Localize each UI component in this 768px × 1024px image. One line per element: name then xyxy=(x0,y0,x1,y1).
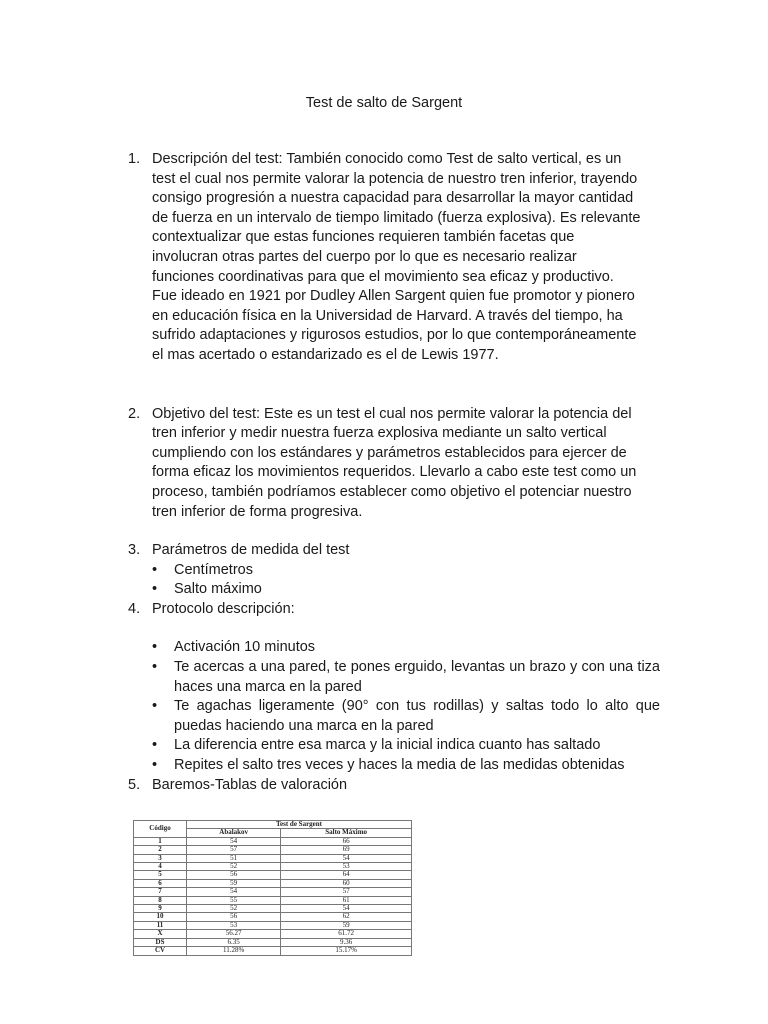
line: Descripción del test: También conocido como Test de salto vertical, es un xyxy=(152,151,622,167)
bullet-icon: • xyxy=(152,581,158,598)
table-header-row xyxy=(134,821,412,829)
table-row xyxy=(134,863,412,871)
line: sufrido adaptaciones y rigurosos estudios, por lo que contemporáneamente xyxy=(152,327,637,344)
group-header: Test de Sargent xyxy=(187,821,412,829)
table-row xyxy=(134,947,412,955)
table-cell-code: X xyxy=(134,930,187,938)
table-cell-abalakov: 55 xyxy=(187,896,281,904)
table-cell-abalakov: 52 xyxy=(187,863,281,871)
bullet-icon: • xyxy=(152,659,158,676)
bullet-list xyxy=(128,638,660,775)
line: contextualizar que estas funciones requieren también facetas que xyxy=(152,229,575,246)
table-cell-abalakov: 56.27 xyxy=(187,930,281,938)
table-row xyxy=(134,846,412,854)
table-cell-salto-maximo: 54 xyxy=(281,905,412,913)
line: involucran otras partes del cuerpo por lo que es necesario realizar xyxy=(152,248,577,265)
table-cell-code: 1 xyxy=(134,837,187,845)
line: funciones coordinativas para que el movimiento sea eficaz y productivo. xyxy=(152,268,614,285)
table-row xyxy=(134,938,412,946)
section-protocolo xyxy=(128,600,660,620)
section-number: 1. xyxy=(128,151,141,167)
table-row xyxy=(134,905,412,913)
section-heading: Baremos-Tablas de valoración xyxy=(152,776,348,793)
table-cell-code: 11 xyxy=(134,921,187,929)
table-body xyxy=(134,837,412,955)
table-row xyxy=(134,888,412,896)
table-cell-code: 5 xyxy=(134,871,187,879)
line: forma eficaz los movimientos requeridos. Llevarlo a cabo este test como un xyxy=(152,464,637,481)
table-row xyxy=(134,930,412,938)
table-cell-code: 2 xyxy=(134,846,187,854)
table-cell-abalakov: 57 xyxy=(187,846,281,854)
section-parametros xyxy=(128,541,660,561)
table-cell-abalakov: 59 xyxy=(187,879,281,887)
line: Fue ideado en 1921 por Dudley Allen Sargent quien fue promotor y pionero xyxy=(152,288,635,305)
abalakov-header: Abalakov xyxy=(187,829,281,837)
table-cell-code: 4 xyxy=(134,863,187,871)
table-cell-code: DS xyxy=(134,938,187,946)
list-item: • Te acercas a una pared, te pones erguido, levantas un brazo y con una tiza haces una marca en la pared xyxy=(152,659,660,695)
table-cell-abalakov: 53 xyxy=(187,921,281,929)
section-heading: Parámetros de medida del test xyxy=(152,542,350,559)
page-title: Test de salto de Sargent xyxy=(305,95,463,111)
baremos-table-container xyxy=(133,820,412,956)
table-row xyxy=(134,921,412,929)
table-row xyxy=(134,913,412,921)
table-cell-salto-maximo: 53 xyxy=(281,863,412,871)
table-cell-salto-maximo: 66 xyxy=(281,837,412,845)
section-objetivo xyxy=(128,405,660,523)
table-cell-code: CV xyxy=(134,947,187,955)
table-cell-salto-maximo: 57 xyxy=(281,888,412,896)
bullet-icon: • xyxy=(152,757,158,774)
table-cell-code: 8 xyxy=(134,896,187,904)
section-number: 2. xyxy=(128,405,141,422)
document-body xyxy=(128,150,660,795)
bullet-icon: • xyxy=(152,561,158,578)
section-number: 5. xyxy=(128,776,141,793)
section-descripcion xyxy=(128,150,660,366)
table-row xyxy=(134,871,412,879)
line: proceso, también podríamos establecer como objetivo el potenciar nuestro xyxy=(152,483,632,500)
bullet-list xyxy=(128,561,660,600)
salto-maximo-header: Salto Máximo xyxy=(281,829,412,837)
list-item: • Salto máximo xyxy=(128,580,660,600)
baremos-table xyxy=(133,820,412,956)
section-number: 3. xyxy=(128,542,141,559)
table-cell-abalakov: 54 xyxy=(187,888,281,896)
table-cell-salto-maximo: 61 xyxy=(281,896,412,904)
table-cell-code: 3 xyxy=(134,854,187,862)
table-cell-abalakov: 56 xyxy=(187,913,281,921)
table-row xyxy=(134,879,412,887)
code-header: Código xyxy=(134,821,187,838)
table-cell-abalakov: 54 xyxy=(187,837,281,845)
table-cell-code: 6 xyxy=(134,879,187,887)
table-cell-salto-maximo: 9.36 xyxy=(281,938,412,946)
line: de fuerza en un intervalo de tiempo limitado (fuerza explosiva). Es relevante xyxy=(152,209,641,226)
line: consigo progresión a nuestra capacidad para desarrollar la mayor cantidad xyxy=(152,190,634,207)
line: tren inferior y medir nuestra fuerza explosiva mediante un salto vertical xyxy=(152,425,607,442)
list-item: • Centímetros xyxy=(128,561,660,581)
table-cell-salto-maximo: 54 xyxy=(281,854,412,862)
bullet-icon: • xyxy=(152,698,158,715)
line: tren inferior de forma progresiva. xyxy=(152,503,363,520)
table-cell-salto-maximo: 64 xyxy=(281,871,412,879)
list-item: • La diferencia entre esa marca y la inicial indica cuanto has saltado xyxy=(128,736,660,756)
line: cumpliendo con los estándares y parámetros establecidos para ejercer de xyxy=(152,444,627,461)
table-cell-salto-maximo: 61.72 xyxy=(281,930,412,938)
line: en educación física en la Universidad de Harvard. A través del tiempo, ha xyxy=(152,307,623,324)
table-cell-abalakov: 11.28% xyxy=(187,947,281,955)
list-item: • Activación 10 minutos xyxy=(128,638,660,658)
table-cell-salto-maximo: 15.17% xyxy=(281,947,412,955)
table-cell-salto-maximo: 62 xyxy=(281,913,412,921)
table-row xyxy=(134,896,412,904)
table-cell-salto-maximo: 60 xyxy=(281,879,412,887)
table-cell-abalakov: 51 xyxy=(187,854,281,862)
table-row xyxy=(134,854,412,862)
line: test el cual nos permite valorar la potencia de nuestro tren inferior, trayendo xyxy=(152,170,638,187)
table-cell-abalakov: 56 xyxy=(187,871,281,879)
section-baremos xyxy=(128,776,660,796)
list-item: • Repites el salto tres veces y haces la media de las medidas obtenidas xyxy=(128,756,660,776)
table-cell-salto-maximo: 69 xyxy=(281,846,412,854)
line: Objetivo del test: Este es un test el cual nos permite valorar la potencia del xyxy=(152,405,632,422)
section-heading: Protocolo descripción: xyxy=(152,600,295,617)
line: el mas acertado o estandarizado es el de Lewis 1977. xyxy=(152,346,499,363)
bullet-icon: • xyxy=(152,639,158,656)
table-cell-salto-maximo: 59 xyxy=(281,921,412,929)
section-number: 4. xyxy=(128,600,141,617)
table-cell-abalakov: 52 xyxy=(187,905,281,913)
table-cell-code: 7 xyxy=(134,888,187,896)
table-cell-code: 10 xyxy=(134,913,187,921)
list-item: • Te agachas ligeramente (90° con tus rodillas) y saltas todo lo alto que puedas haciendo una marca en la pared xyxy=(152,698,660,734)
table-cell-code: 9 xyxy=(134,905,187,913)
bullet-icon: • xyxy=(152,737,158,754)
table-row xyxy=(134,837,412,845)
table-cell-abalakov: 6.35 xyxy=(187,938,281,946)
